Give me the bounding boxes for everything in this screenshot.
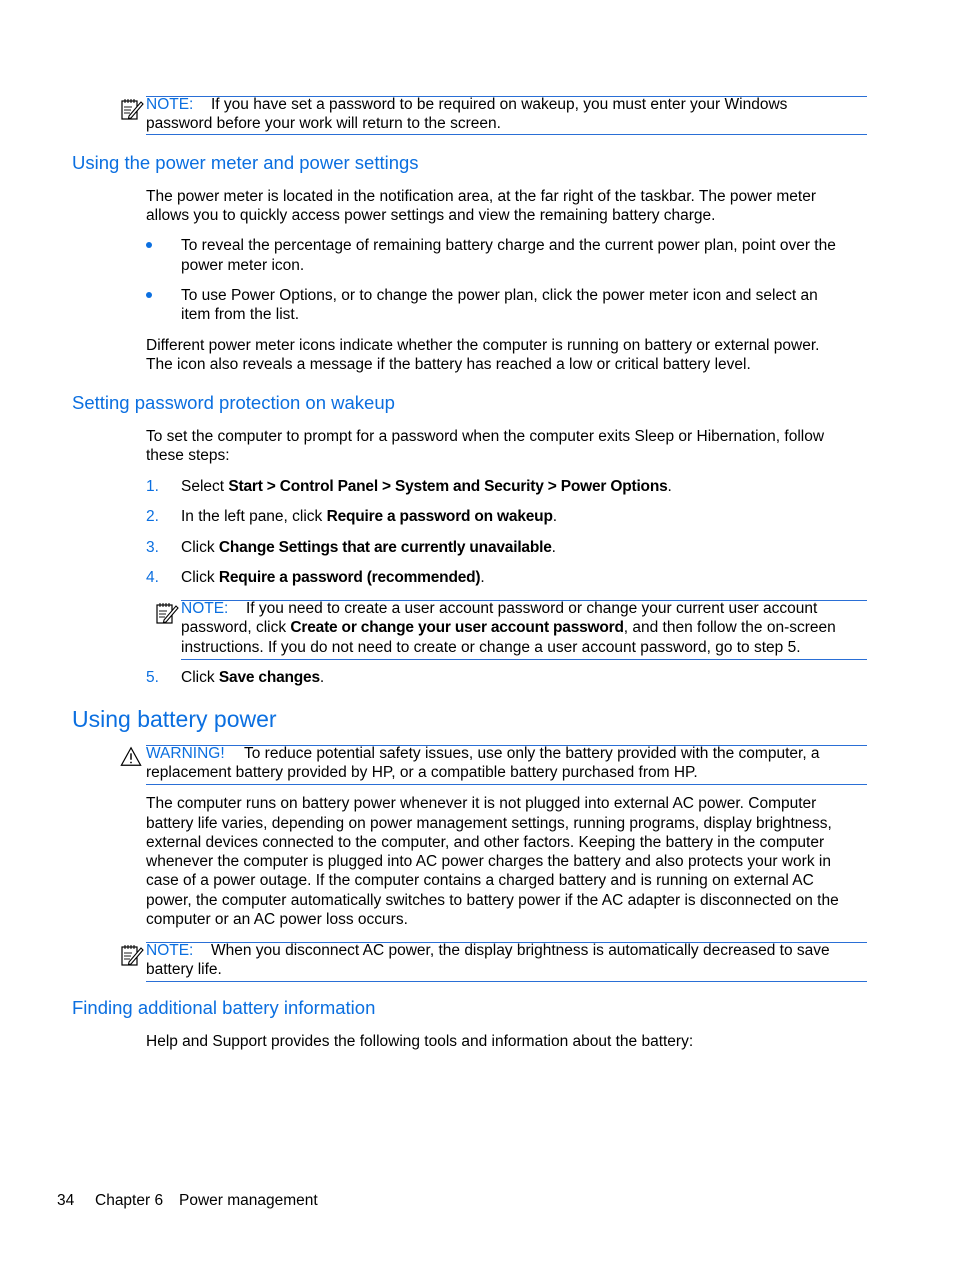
- bullet-text-line: To reveal the percentage of remaining battery charge and the current power plan, point over the: [181, 237, 836, 254]
- paragraph-line: these steps:: [146, 447, 230, 464]
- bullet-marker: [146, 242, 152, 248]
- chapter-label: Chapter 6: [95, 1192, 164, 1209]
- note-text-line: instructions. If you do not need to create or change a user account password, go to step 5.: [181, 639, 801, 656]
- note-icon: [155, 601, 179, 625]
- section-heading-power-meter: Using the power meter and power settings: [72, 152, 419, 173]
- paragraph-line: whenever the computer is plugged into AC power charges the battery and also protects your work in: [146, 853, 831, 870]
- bullet-text-line: To use Power Options, or to change the power plan, click the power meter icon and select an: [181, 287, 818, 304]
- warning-icon: [120, 746, 142, 768]
- step-number: 5.: [146, 669, 159, 686]
- bullet-text-line: item from the list.: [181, 306, 299, 323]
- warning-text-line: replacement battery provided by HP, or a compatible battery purchased from HP.: [146, 764, 698, 781]
- ui-option: Save changes: [218, 669, 320, 686]
- warning-bottom-rule: [146, 784, 867, 785]
- paragraph-line: external devices connected to the computer, and other factors. Keeping the battery in the computer: [146, 834, 825, 851]
- note-text-line: If you need to create a user account password or change your current user account: [246, 600, 818, 617]
- page-number: 34: [57, 1192, 75, 1209]
- note-label: NOTE:: [146, 942, 194, 959]
- step-number: 4.: [146, 569, 159, 586]
- note-text-line: password before your work will return to the screen.: [146, 115, 501, 132]
- paragraph-line: case of a power outage. If the computer contains a charged battery and is running on external AC: [146, 872, 814, 889]
- note-text-line: When you disconnect AC power, the display brightness is automatically decreased to save: [211, 942, 830, 959]
- paragraph-line: power, the computer automatically switches to battery power if the AC adapter is disconnected on the: [146, 892, 839, 909]
- note-label: NOTE:: [181, 600, 229, 617]
- chapter-title: Power management: [179, 1192, 318, 1209]
- ui-option: Require a password on wakeup: [326, 508, 553, 525]
- note-icon: [120, 97, 144, 121]
- paragraph-line: Help and Support provides the following tools and information about the battery:: [146, 1033, 694, 1050]
- bullet-marker: [146, 292, 152, 298]
- step-number: 2.: [146, 508, 159, 525]
- step-text: Select Start > Control Panel > System and Security > Power Options.: [181, 478, 672, 495]
- section-heading-finding: Finding additional battery information: [72, 997, 376, 1018]
- paragraph-line: The icon also reveals a message if the battery has reached a low or critical battery level.: [146, 356, 751, 373]
- note-bottom-rule: [146, 981, 867, 982]
- step-text: Click Require a password (recommended).: [181, 569, 485, 586]
- note-icon: [120, 943, 144, 967]
- note-text-line: password, click Create or change your user account password, and then follow the on-screen: [181, 619, 836, 636]
- paragraph-line: The computer runs on battery power whenever it is not plugged into external AC power. Computer: [146, 795, 817, 812]
- paragraph-line: computer or an AC power loss occurs.: [146, 911, 408, 928]
- paragraph-line: allows you to quickly access power settings and view the remaining battery charge.: [146, 207, 716, 224]
- warning-label: WARNING!: [146, 745, 225, 762]
- paragraph-line: battery life varies, depending on power management settings, running programs, display brightness,: [146, 815, 832, 832]
- section-heading-password: Setting password protection on wakeup: [72, 392, 395, 413]
- ui-option: Change Settings that are currently unavailable: [218, 539, 552, 556]
- note-label: NOTE:: [146, 96, 194, 113]
- step-number: 1.: [146, 478, 159, 495]
- note-bottom-rule: [181, 659, 867, 660]
- note-text-line: battery life.: [146, 961, 222, 978]
- step-text: Click Save changes.: [181, 669, 325, 686]
- ui-path: Start > Control Panel > System and Security > Power Options: [228, 478, 668, 495]
- step-text: In the left pane, click Require a password on wakeup.: [181, 508, 558, 525]
- bullet-text-line: power meter icon.: [181, 257, 305, 274]
- note-text-line: If you have set a password to be required on wakeup, you must enter your Windows: [211, 96, 788, 113]
- step-number: 3.: [146, 539, 159, 556]
- warning-text-line: To reduce potential safety issues, use only the battery provided with the computer, a: [244, 745, 820, 762]
- paragraph-line: To set the computer to prompt for a password when the computer exits Sleep or Hibernation, follow: [146, 428, 825, 445]
- paragraph-line: Different power meter icons indicate whether the computer is running on battery or external power.: [146, 337, 820, 354]
- ui-option: Create or change your user account password: [290, 619, 624, 636]
- note-bottom-rule: [146, 134, 867, 135]
- ui-option: Require a password (recommended): [218, 569, 481, 586]
- step-text: Click Change Settings that are currently unavailable.: [181, 539, 556, 556]
- paragraph-line: The power meter is located in the notification area, at the far right of the taskbar. The power meter: [146, 188, 817, 205]
- section-heading-battery: Using battery power: [72, 706, 277, 732]
